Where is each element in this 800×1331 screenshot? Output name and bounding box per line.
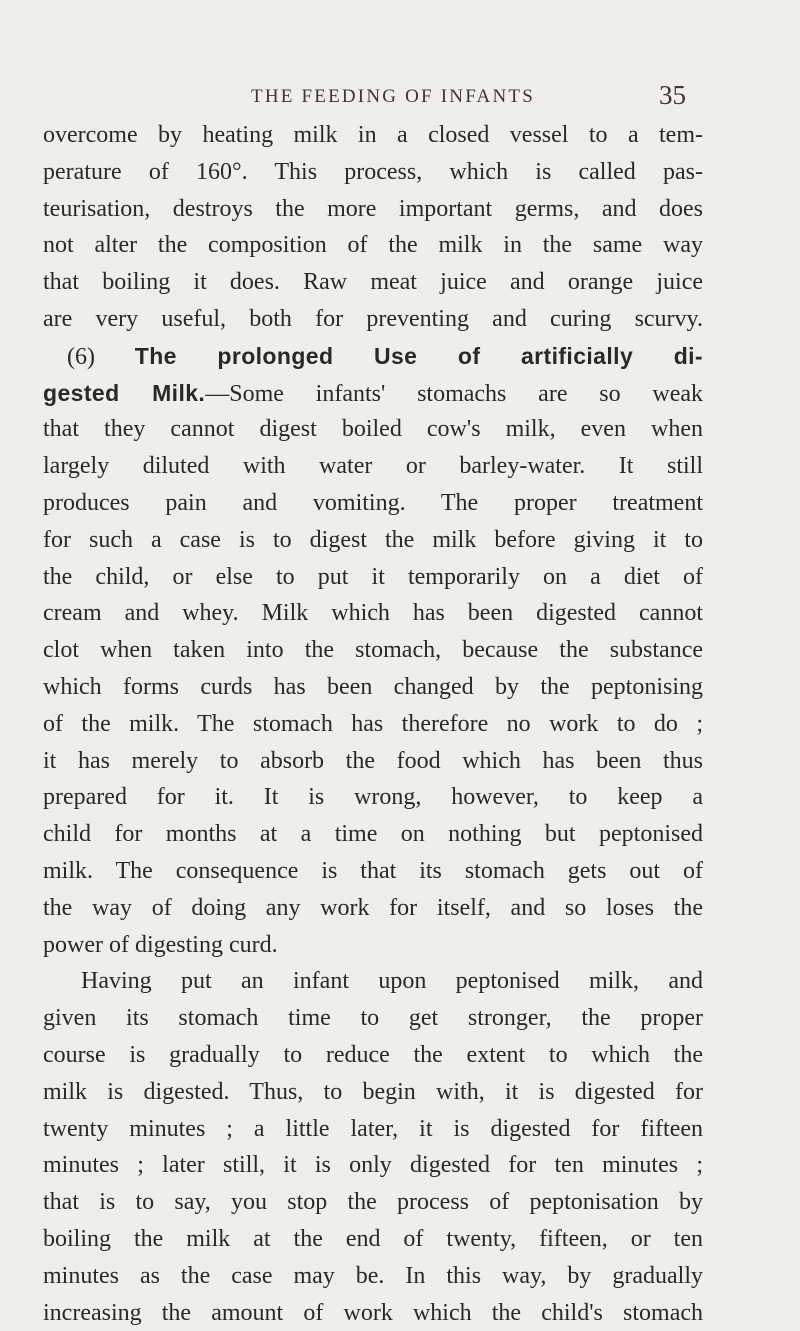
text-line: cream and whey. Milk which has been digested cannot — [43, 595, 703, 632]
text-line: which forms curds has been changed by the peptonising — [43, 669, 703, 706]
text-line: overcome by heating milk in a closed vessel to a tem- — [43, 117, 703, 154]
text-line: for such a case is to digest the milk before giving it to — [43, 522, 703, 559]
text-line: largely diluted with water or barley-water. It still — [43, 448, 703, 485]
text-line: course is gradually to reduce the extent to which the — [43, 1037, 703, 1074]
text-line: minutes as the case may be. In this way, by gradually — [43, 1258, 703, 1295]
text-line: milk. The consequence is that its stomach gets out of — [43, 853, 703, 890]
text-line: twenty minutes ; a little later, it is digested for fifteen — [43, 1111, 703, 1148]
body-text — [43, 117, 703, 1331]
text-line: that boiling it does. Raw meat juice and orange juice — [43, 264, 703, 301]
section-heading: The prolonged Use of artificially di- — [135, 343, 703, 369]
text-line: increasing the amount of work which the child's stomach — [43, 1295, 703, 1331]
running-title: THE FEEDING OF INFANTS — [100, 80, 686, 114]
text-line: given its stomach time to get stronger, the proper — [43, 1000, 703, 1037]
text-line: the way of doing any work for itself, and so loses the — [43, 890, 703, 927]
running-header — [100, 80, 686, 114]
text-line: power of digesting curd. — [43, 927, 703, 964]
text-line: prepared for it. It is wrong, however, to keep a — [43, 779, 703, 816]
text-line: not alter the composition of the milk in the same way — [43, 227, 703, 264]
text-line: Having put an infant upon peptonised milk, and — [43, 963, 703, 1000]
text-line: boiling the milk at the end of twenty, fifteen, or ten — [43, 1221, 703, 1258]
text-line: of the milk. The stomach has therefore no work to do ; — [43, 706, 703, 743]
text-line: milk is digested. Thus, to begin with, it is digested for — [43, 1074, 703, 1111]
text-line — [43, 375, 703, 412]
page-number: 35 — [659, 76, 686, 114]
text-line: child for months at a time on nothing but peptonised — [43, 816, 703, 853]
section-number: (6) — [67, 344, 95, 370]
section-heading-continued: gested Milk. — [43, 380, 205, 406]
section-heading-line — [43, 338, 703, 375]
text-line: that they cannot digest boiled cow's milk, even when — [43, 411, 703, 448]
text-line: it has merely to absorb the food which has been thus — [43, 743, 703, 780]
text-line: clot when taken into the stomach, because the substance — [43, 632, 703, 669]
text-line: teurisation, destroys the more important germs, and does — [43, 191, 703, 228]
text-line: are very useful, both for preventing and curing scurvy. — [43, 301, 703, 338]
text-line: minutes ; later still, it is only digested for ten minutes ; — [43, 1147, 703, 1184]
text-line: the child, or else to put it temporarily on a diet of — [43, 559, 703, 596]
text-line: produces pain and vomiting. The proper treatment — [43, 485, 703, 522]
text-line: that is to say, you stop the process of peptonisation by — [43, 1184, 703, 1221]
text-run: —Some infants' stomachs are so weak — [205, 381, 703, 407]
text-line: perature of 160°. This process, which is called pas- — [43, 154, 703, 191]
